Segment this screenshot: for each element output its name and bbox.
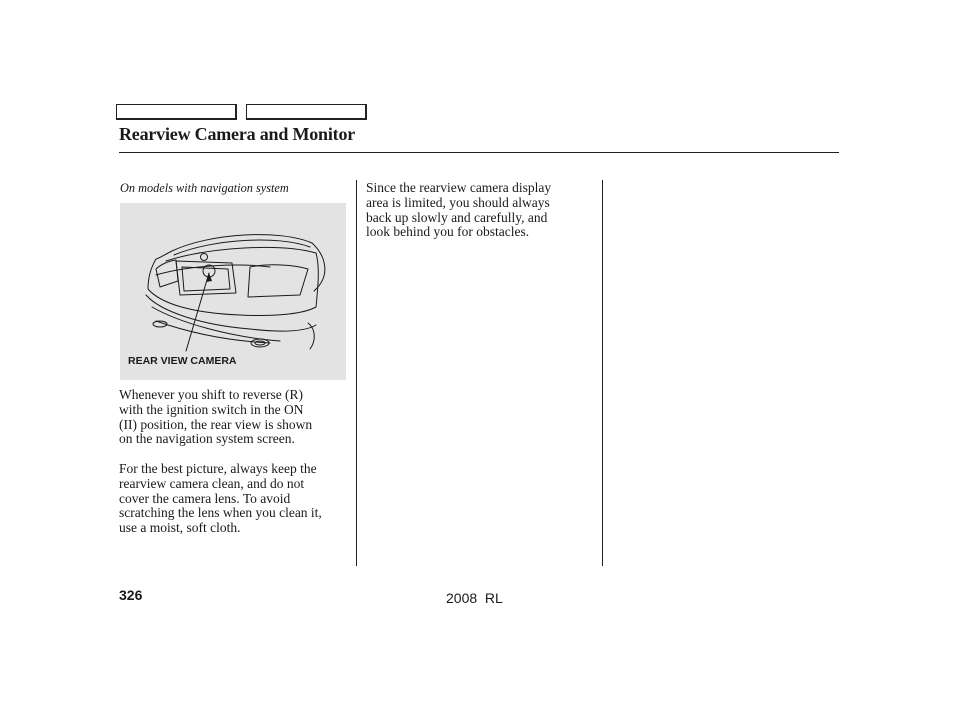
text-line: on the navigation system screen. — [119, 431, 295, 447]
text-line: scratching the lens when you clean it, — [119, 505, 322, 521]
text-line: look behind you for obstacles. — [366, 224, 530, 240]
callout-arrowhead — [206, 273, 212, 282]
text-line: with the ignition switch in the ON — [119, 401, 304, 417]
column-divider — [602, 180, 603, 566]
title-divider — [119, 152, 839, 153]
figure-callout-label: REAR VIEW CAMERA — [128, 355, 237, 367]
column-divider — [356, 180, 357, 566]
car-rear-drawing — [120, 203, 346, 380]
page-number: 326 — [119, 587, 143, 603]
rear-camera-illustration — [120, 203, 346, 380]
text-line: back up slowly and carefully, and — [366, 209, 548, 225]
camera-cleaning-paragraph — [119, 462, 322, 536]
nav-tab-box[interactable] — [246, 104, 367, 120]
limited-display-paragraph — [366, 181, 551, 240]
text-line: rearview camera clean, and do not — [119, 475, 305, 491]
text-line: Whenever you shift to reverse (R) — [119, 387, 304, 402]
text-line: area is limited, you should always — [366, 194, 550, 210]
model-label: 2008 RL — [446, 590, 503, 606]
text-line: cover the camera lens. To avoid — [119, 490, 291, 506]
text-line: Since the rearview camera display — [366, 180, 552, 195]
model-applicability-note: On models with navigation system — [120, 181, 289, 195]
text-line: (II) position, the rear view is shown — [119, 416, 313, 432]
text-line: use a moist, soft cloth. — [119, 520, 241, 536]
nav-tab-box[interactable] — [116, 104, 237, 120]
reverse-view-paragraph — [119, 388, 312, 447]
page-title: Rearview Camera and Monitor — [119, 124, 356, 144]
text-line: For the best picture, always keep the — [119, 461, 317, 476]
